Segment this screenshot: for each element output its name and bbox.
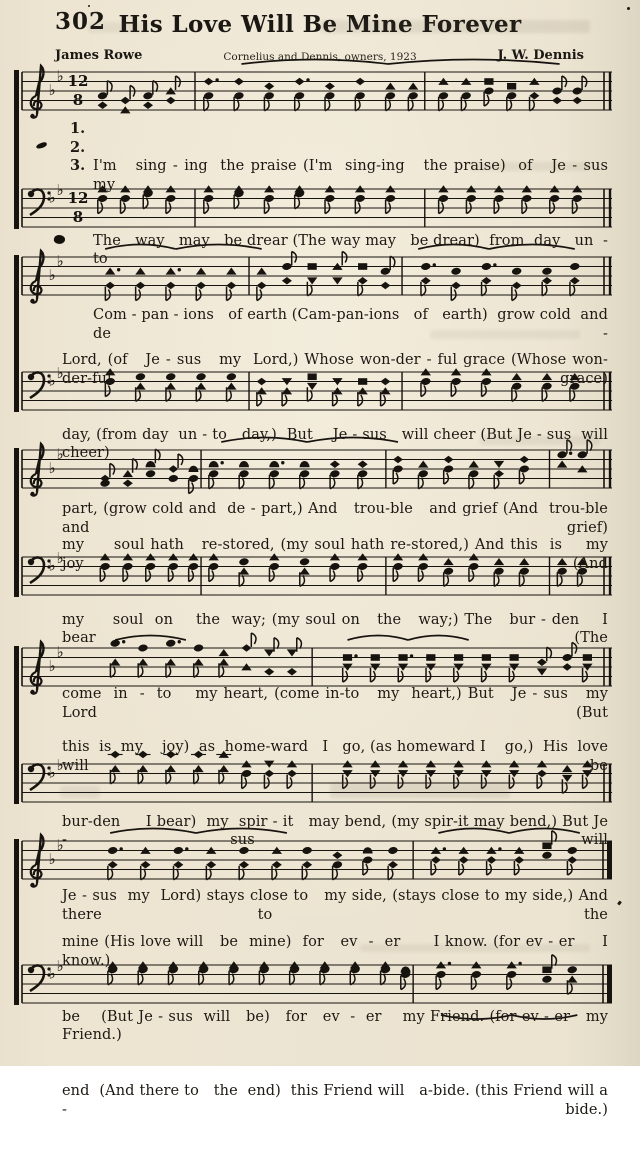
lyrics-system-5: [62, 896, 613, 1156]
svg-text:8: 8: [72, 208, 84, 226]
lyric-line: I'm sing - ing the praise (I'm sing-ing the praise) of Je - sus my: [93, 158, 623, 193]
verse-number: 1.: [70, 120, 86, 137]
note-chord: [203, 78, 219, 111]
paper-speck: [627, 7, 630, 10]
svg-text:♭: ♭: [56, 835, 64, 854]
lyric-line: this is my joy) as home-ward I go, (as homeward I go,) His love will be: [62, 739, 618, 774]
note-chord: [506, 83, 517, 111]
paper-speck: [88, 5, 90, 7]
svg-text:♭: ♭: [48, 459, 56, 477]
svg-text:♭: ♭: [56, 755, 64, 774]
note-chord: [97, 81, 112, 109]
bass-clef-icon: [28, 764, 51, 790]
lyric-line: bur-den I bear) my spir - it may bend, (my spir-it may bend,) But Je - sus will: [62, 813, 613, 849]
key-signature-flats: [48, 181, 63, 207]
svg-text:♭: ♭: [56, 956, 64, 975]
note-chord: [264, 82, 275, 110]
verse-number: 3.: [70, 157, 86, 175]
svg-text:♭: ♭: [56, 444, 64, 463]
note-chord: [385, 82, 396, 110]
hymn-title: His Love Will Be Mine Forever: [118, 11, 522, 38]
svg-text:♭: ♭: [56, 363, 64, 382]
svg-text:♭: ♭: [56, 548, 64, 567]
note-chord: [529, 78, 539, 111]
svg-text:♭: ♭: [56, 66, 64, 85]
note-chord: [461, 78, 472, 111]
lyric-line: my soul hath re-stored, (my soul hath re-stored,) And this is my joy (And: [62, 537, 618, 572]
note-chord: [143, 81, 158, 109]
svg-text:♭: ♭: [48, 657, 56, 675]
lyric-line: Je - sus my Lord) stays close to my side, (stays close to my side,) And there to the: [62, 887, 613, 923]
svg-text:♭: ♭: [56, 642, 64, 661]
svg-text:♭: ♭: [48, 850, 56, 868]
lyricist-credit: James Rowe: [55, 48, 143, 63]
svg-text:12: 12: [67, 189, 89, 207]
note-chord: [234, 78, 245, 111]
svg-text:8: 8: [72, 91, 84, 109]
svg-text:♭: ♭: [48, 964, 56, 983]
bass-clef-icon: [28, 557, 51, 583]
hymn-number: 302: [55, 8, 107, 35]
svg-text:♭: ♭: [48, 266, 56, 284]
svg-text:♭: ♭: [48, 371, 56, 390]
verse-number: 2.: [70, 138, 86, 156]
note-chord: [438, 78, 449, 111]
note-chord: [294, 78, 310, 111]
svg-text:♭: ♭: [48, 556, 56, 575]
verse-numbers: [70, 120, 85, 176]
note-chord: [120, 86, 135, 114]
lyric-line: be (But Je - sus will be) for ev - er my Friend. (for ev - er my Friend.): [62, 1008, 613, 1044]
svg-text:♭: ♭: [56, 251, 64, 270]
copyright-line: Cornelius and Dennis, owners, 1923: [223, 51, 417, 63]
note-chord: [355, 78, 366, 111]
lyric-line: day, (from day un - to day,) But Je - sus will cheer (But Je - sus will cheer): [62, 426, 618, 462]
lyric-line: my soul on the way; (my soul on the way;) The bur - den I bear (The: [62, 611, 613, 647]
lyric-line: part, (grow cold and de - part,) And trou-ble and grief (And trou-ble and grief): [62, 500, 623, 536]
lyric-line: Lord, (of Je - sus my Lord,) Whose won-der - ful grace (Whose won-der-ful grace): [62, 352, 608, 387]
bass-clef-icon: [28, 189, 51, 215]
svg-text:♭: ♭: [48, 763, 56, 782]
svg-text:♭: ♭: [56, 180, 64, 199]
svg-text:12: 12: [67, 72, 89, 90]
note-chord: [408, 82, 419, 110]
lyric-line: come in - to my heart, (come in-to my heart,) But Je - sus my Lord (But: [62, 685, 613, 721]
composer-credit: J. W. Dennis: [497, 48, 584, 63]
svg-text:♭: ♭: [48, 81, 56, 99]
svg-text:♭: ♭: [48, 188, 56, 207]
lyric-line: Com - pan - ions of earth (Cam-pan-ions of earth) grow cold and de -: [93, 306, 623, 342]
note-chord: [483, 78, 494, 106]
lyric-line: end (And there to the end) this Friend will a-bide. (this Friend will a - bide.): [62, 1082, 613, 1118]
lyric-line: mine (His love will be mine) for ev - er I know. (for ev - er I know.): [62, 934, 613, 969]
bass-clef-icon: [28, 372, 51, 398]
ink-mark: [35, 141, 47, 149]
bass-clef-icon: [28, 965, 51, 991]
lyric-line: The way may be drear (The way may be drear) from day un - to: [93, 232, 618, 268]
note-chord: [324, 82, 335, 110]
